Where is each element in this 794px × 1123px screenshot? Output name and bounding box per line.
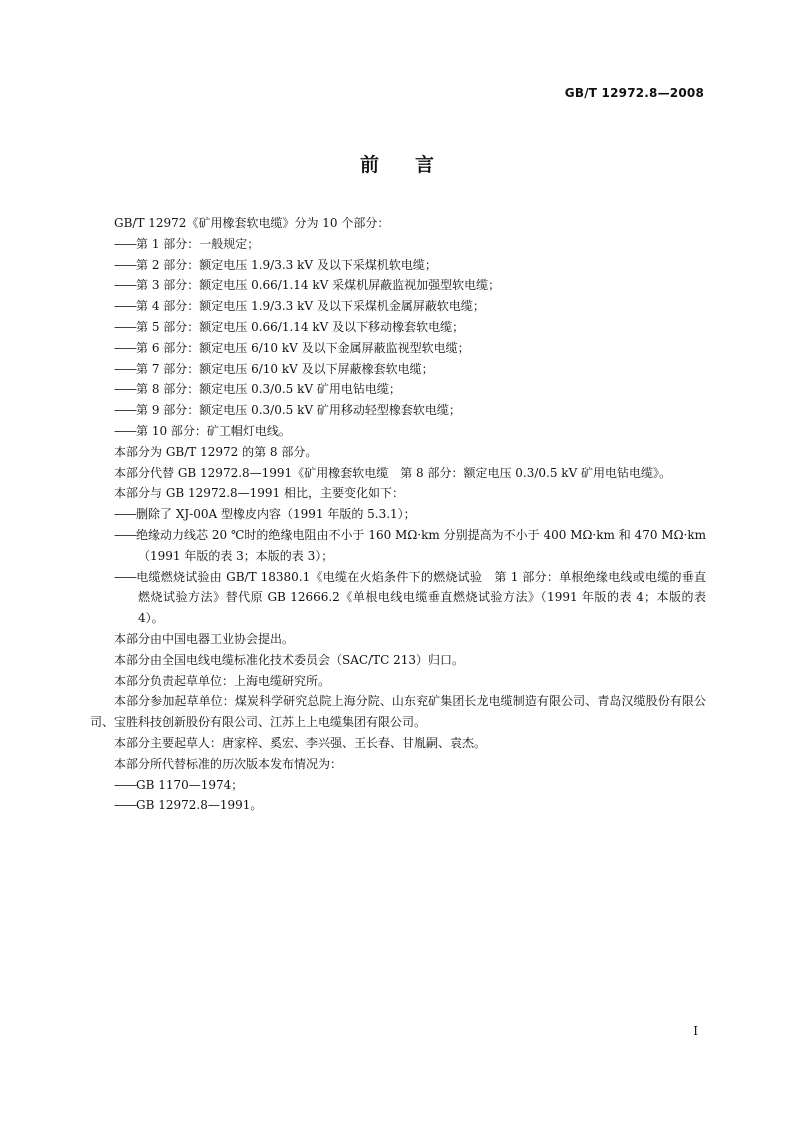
paragraph — [90, 442, 706, 463]
dash-list-item — [90, 359, 706, 380]
paragraph-text: 第 3 部分：额定电压 0.66/1.14 kV 采煤机屏蔽监视加强型软电缆； — [136, 278, 501, 293]
dash-list-item — [90, 379, 706, 400]
paragraph-text: GB/T 12972《矿用橡套软电缆》分为 10 个部分： — [114, 216, 390, 230]
paragraph-text: 本部分所代替标准的历次版本发布情况为： — [114, 756, 343, 771]
paragraph-text: 本部分代替 GB 12972.8—1991《矿用橡套软电缆 第 8 部分：额定电压 0.3/0.5 kV 矿用电钻电缆》。 — [114, 465, 672, 480]
em-dash-marker: —— — [114, 423, 136, 438]
em-dash-marker: —— — [114, 340, 136, 355]
dash-list-item — [90, 525, 706, 567]
dash-list-item — [90, 275, 706, 296]
paragraph — [90, 629, 706, 650]
dash-list-item — [90, 775, 706, 796]
dash-list-item — [90, 567, 706, 629]
paragraph — [90, 733, 706, 754]
paragraph — [90, 483, 706, 504]
paragraph-text: 第 8 部分：额定电压 0.3/0.5 kV 矿用电钻电缆； — [136, 382, 401, 397]
em-dash-marker: —— — [114, 278, 136, 293]
em-dash-marker: —— — [114, 236, 136, 251]
em-dash-marker: —— — [114, 777, 136, 792]
paragraph-text: 删除了 XJ-00A 型橡皮内容（1991 年版的 5.3.1）； — [136, 507, 416, 522]
standard-number: GB/T 12972.8—2008 — [564, 86, 704, 100]
paragraph-text: 第 1 部分：一般规定； — [136, 236, 260, 251]
dash-list-item — [90, 255, 706, 276]
dash-list-item — [90, 400, 706, 421]
paragraph-text: 第 9 部分：额定电压 0.3/0.5 kV 矿用移动轻型橡套软电缆； — [136, 403, 461, 418]
paragraph — [90, 671, 706, 692]
foreword-body — [90, 213, 706, 816]
paragraph-text: 本部分由中国电器工业协会提出。 — [114, 631, 295, 646]
paragraph-text: 本部分与 GB 12972.8—1991 相比，主要变化如下： — [114, 486, 405, 501]
em-dash-marker: —— — [114, 403, 136, 418]
paragraph-text: 本部分主要起草人：唐家梓、奚宏、李兴强、王长春、甘胤嗣、袁杰。 — [114, 735, 487, 750]
page-number: I — [693, 1024, 698, 1038]
em-dash-marker: —— — [114, 319, 136, 334]
paragraph-text: 本部分参加起草单位：煤炭科学研究总院上海分院、山东兖矿集团长龙电缆制造有限公司、青岛汉缆股份有限公司、宝胜科技创新股份有限公司、江苏上上电缆集团有限公司。 — [90, 694, 706, 730]
paragraph-text: 本部分由全国电线电缆标准化技术委员会（SAC/TC 213）归口。 — [114, 652, 465, 667]
dash-list-item — [90, 795, 706, 816]
paragraph-text: 本部分为 GB/T 12972 的第 8 部分。 — [114, 444, 318, 459]
em-dash-marker: —— — [114, 527, 136, 542]
paragraph — [90, 463, 706, 484]
dash-list-item — [90, 317, 706, 338]
paragraph-text: 第 10 部分：矿工帽灯电线。 — [136, 423, 291, 438]
dash-list-item — [90, 296, 706, 317]
em-dash-marker: —— — [114, 507, 136, 522]
dash-list-item — [90, 421, 706, 442]
paragraph — [90, 650, 706, 671]
dash-list-item — [90, 234, 706, 255]
dash-list-item — [90, 504, 706, 525]
paragraph-text: 电缆燃烧试验由 GB/T 18380.1《电缆在火焰条件下的燃烧试验 第 1 部分：单根绝缘电线或电缆的垂直燃烧试验方法》替代原 GB 12666.2《单根电线电缆垂直燃烧试验方法》（1991 年版的表 4；本版的表 4）。 — [136, 569, 706, 626]
paragraph-text: 第 4 部分：额定电压 1.9/3.3 kV 及以下采煤机金属屏蔽软电缆； — [136, 299, 485, 314]
em-dash-marker: —— — [114, 361, 136, 376]
page-title: 前言 — [359, 154, 470, 176]
paragraph-text: 第 5 部分：额定电压 0.66/1.14 kV 及以下移动橡套软电缆； — [136, 319, 465, 334]
em-dash-marker: —— — [114, 569, 136, 584]
paragraph-text: 第 2 部分：额定电压 1.9/3.3 kV 及以下采煤机软电缆； — [136, 257, 437, 272]
paragraph — [90, 691, 706, 733]
paragraph-text: GB 12972.8—1991。 — [136, 798, 263, 813]
em-dash-marker: —— — [114, 382, 136, 397]
paragraph-text: GB 1170—1974； — [136, 777, 244, 792]
paragraph — [90, 213, 706, 234]
dash-list-item — [90, 338, 706, 359]
em-dash-marker: —— — [114, 798, 136, 813]
paragraph — [90, 754, 706, 775]
paragraph-text: 本部分负责起草单位：上海电缆研究所。 — [114, 673, 331, 688]
paragraph-text: 第 6 部分：额定电压 6/10 kV 及以下金属屏蔽监视型软电缆； — [136, 340, 470, 355]
em-dash-marker: —— — [114, 257, 136, 272]
paragraph-text: 第 7 部分：额定电压 6/10 kV 及以下屏蔽橡套软电缆； — [136, 361, 434, 376]
paragraph-text: 绝缘动力线芯 20 ℃时的绝缘电阻由不小于 160 MΩ·km 分别提高为不小于 400 MΩ·km 和 470 MΩ·km（1991 年版的表 3；本版的表 3）； — [136, 527, 706, 563]
em-dash-marker: —— — [114, 299, 136, 314]
